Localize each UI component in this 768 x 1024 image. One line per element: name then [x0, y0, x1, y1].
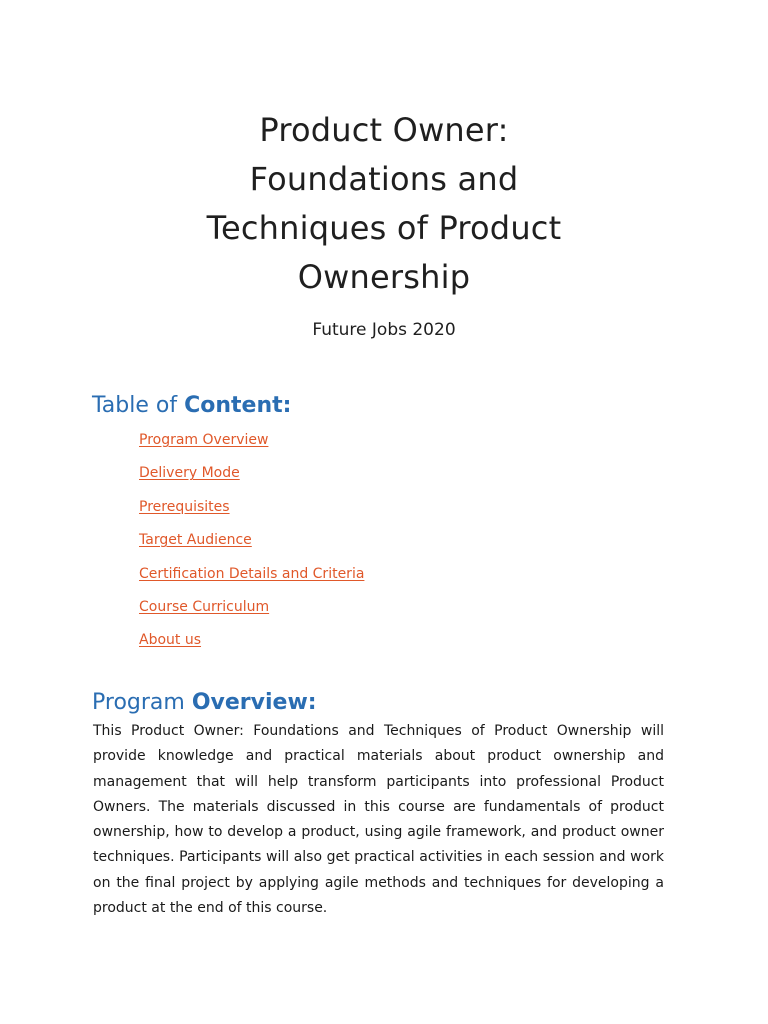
toc-item — [139, 564, 364, 597]
document-title-line-4: Ownership — [297, 258, 471, 296]
toc-heading — [92, 391, 291, 421]
document-subtitle: Future Jobs 2020 — [312, 320, 456, 340]
toc-item — [139, 430, 364, 463]
toc-link-program-overview[interactable]: Program Overview — [139, 432, 269, 448]
document-title-line-1: Product Owner: — [259, 111, 509, 149]
overview-heading-plain: Program — [92, 690, 192, 715]
overview-heading — [92, 688, 317, 718]
toc-link-about-us[interactable]: About us — [139, 632, 202, 649]
toc-heading-plain: Table of — [92, 393, 185, 418]
title-block — [0, 106, 768, 342]
toc-link-course-curriculum[interactable]: Course Curriculum — [139, 598, 270, 615]
toc-list — [139, 430, 364, 664]
toc-item — [139, 463, 364, 496]
document-title-line-3: Techniques of Product — [206, 209, 562, 247]
toc-item — [139, 497, 364, 530]
toc-item — [139, 597, 364, 630]
toc-link-prerequisites[interactable]: Prerequisites — [139, 498, 230, 515]
toc-link-target-audience[interactable]: Target Audience — [139, 532, 252, 549]
toc-link-certification[interactable]: Certification Details and Criteria — [139, 565, 365, 582]
toc-item — [139, 530, 364, 563]
toc-heading-bold: Content: — [184, 393, 292, 418]
overview-heading-bold: Overview: — [191, 690, 317, 715]
overview-paragraph: This Product Owner: Foundations and Techniques of Product Ownership will provide knowledge and practical materials about product ownership and management that will help transform participants into professional Product Owners. The materials discussed in this course are fundamentals of product ownership, how to develop a product, using agile framework, and product owner techniques. Participants will also get practical activities in each session and work on the final project by applying agile methods and techniques for developing a product at the end of this course. — [93, 723, 664, 917]
toc-item — [139, 630, 364, 663]
toc-link-delivery-mode[interactable]: Delivery Mode — [139, 465, 240, 482]
document-title-line-2: Foundations and — [249, 160, 519, 198]
